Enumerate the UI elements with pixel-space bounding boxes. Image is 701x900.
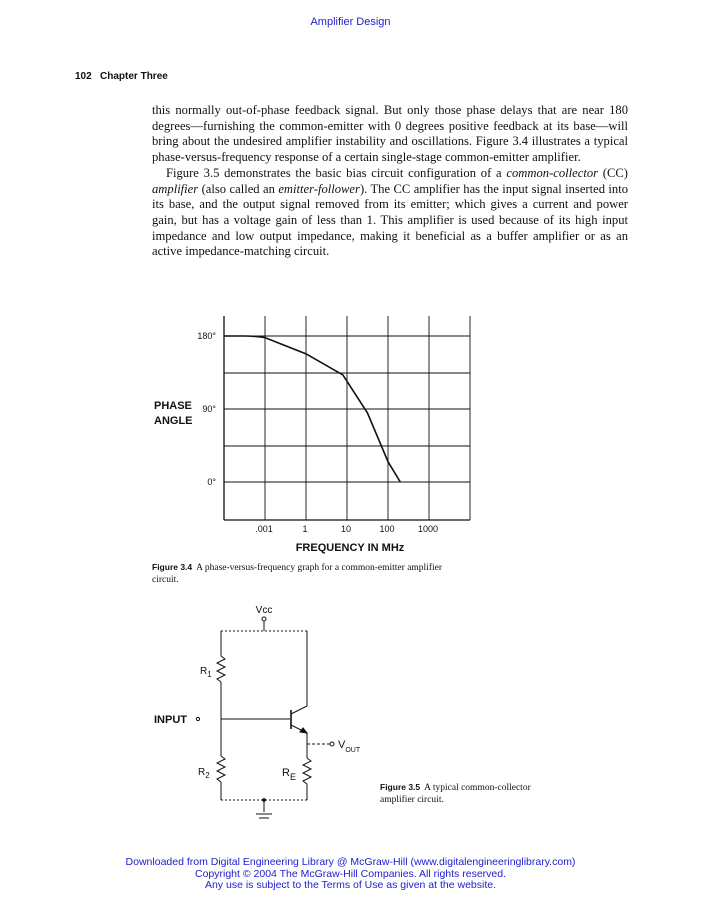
x-tick-label: 1000 <box>417 524 439 534</box>
vout-label: $V_{OUT}$ <box>338 739 361 754</box>
y-axis-label-line1: PHASE <box>154 400 192 412</box>
y-tick-label: 0° <box>207 477 216 487</box>
figure-3-4-text: A phase-versus-frequency graph for a common-emitter amplifier circuit. <box>152 563 443 585</box>
r1-label: $R_1$ <box>200 666 212 679</box>
y-tick-label: 90° <box>202 404 216 414</box>
figure-3-5-text: A typical common-collector amplifier circuit. <box>380 783 531 805</box>
x-tick-labels <box>255 524 438 534</box>
x-tick-label: 1 <box>302 524 308 534</box>
running-header: Amplifier Design <box>310 16 391 28</box>
figure-3-5-caption <box>380 782 540 806</box>
footer-line-3: Any use is subject to the Terms of Use as given at the website. <box>204 879 497 891</box>
cc-amplifier-circuit <box>150 598 390 830</box>
page-number: 102 <box>75 71 92 82</box>
copyright-footer <box>0 857 701 892</box>
page-number-line <box>75 71 168 82</box>
figure-3-5-label: Figure 3.5 <box>380 782 421 792</box>
x-axis-label: FREQUENCY IN MHz <box>295 542 405 554</box>
x-tick-label: 100 <box>379 524 395 534</box>
re-label: $R_E$ <box>282 767 296 782</box>
x-tick-label: 10 <box>340 524 352 534</box>
phase-frequency-chart <box>140 308 490 558</box>
input-label: INPUT <box>154 714 187 726</box>
chapter-label: Chapter Three <box>100 71 168 82</box>
y-tick-label: 180° <box>197 331 216 341</box>
footer-line-2: Copyright © 2004 The McGraw-Hill Companies. All rights reserved. <box>195 867 506 880</box>
chart-grid <box>224 316 470 520</box>
y-axis-label-line2: ANGLE <box>154 415 193 427</box>
x-tick-label: .001 <box>255 524 273 534</box>
paragraph-1: this normally out-of-phase feedback signal. But only those phase delays that are near 180 degrees—furnishing the common-emitter with 0 degrees positive feedback at its base—will bring about the undesired amplifier instability and oscillations. Figure 3.4 illustrates a typical phase-versus-frequency response of a certain single-stage common-emitter amplifier. <box>152 103 628 165</box>
paragraph-2: Figure 3.5 demonstrates the basic bias circuit configuration of a common-collector (CC) amplifier (also called an emitter-follower). The CC amplifier has the input signal inserted into its base, and the output signal removed from its emitter; which gives a current and power gain, but has a voltage gain of less than 1. This amplifier is used because of its high input impedance and low output impedance, making it beneficial as a buffer amplifier or as an active impedance-matching circuit. <box>152 165 629 259</box>
y-tick-labels <box>197 331 216 487</box>
vcc-label: Vcc <box>255 605 273 616</box>
figure-3-4-label: Figure 3.4 <box>152 562 193 572</box>
footer-line-1[interactable]: Downloaded from Digital Engineering Library @ McGraw-Hill (www.digitalengineeringlibrary.com) <box>125 856 576 868</box>
figure-3-4-caption <box>152 562 452 586</box>
body-text <box>152 103 628 260</box>
r2-label: $R_2$ <box>198 767 210 780</box>
